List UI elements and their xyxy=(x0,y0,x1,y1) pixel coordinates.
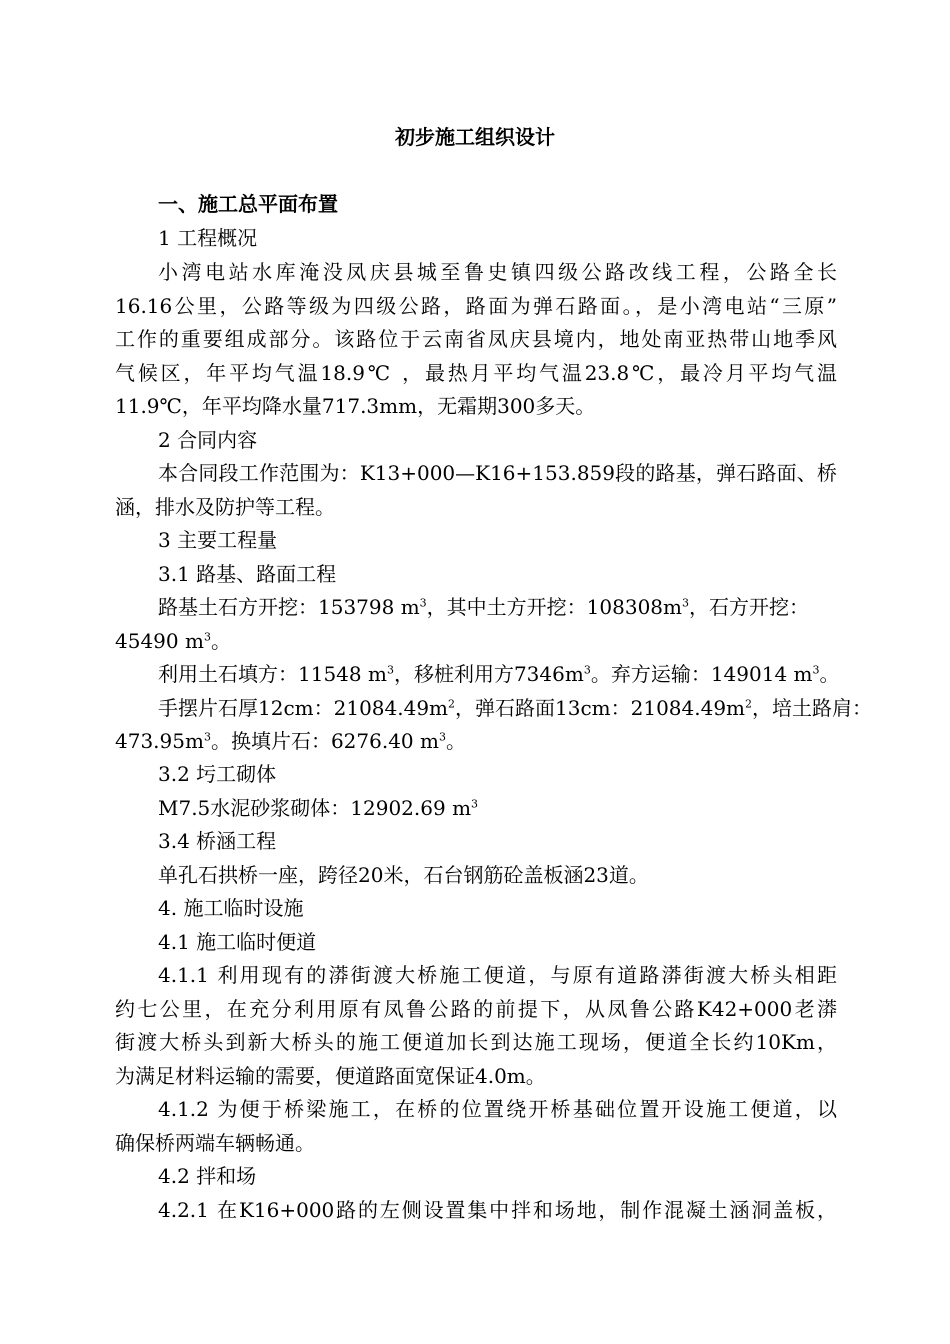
superscript: 2 xyxy=(745,697,753,711)
subsection-4-2: 4.2 拌和场 xyxy=(158,1164,257,1188)
text-span: 手摆片石厚12cm：21084.49m xyxy=(158,696,449,720)
paragraph-line: 4.2.1 在K16+000路的左侧设置集中拌和场地，制作混凝土涵洞盖板， xyxy=(158,1198,837,1222)
paragraph-line: 本合同段工作范围为：K13+000—K16+153.859段的路基，弹石路面、桥 xyxy=(158,461,837,485)
superscript: 3 xyxy=(203,730,211,744)
superscript: 3 xyxy=(386,663,394,677)
subsection-3-1: 3.1 路基、路面工程 xyxy=(158,562,337,586)
paragraph-line: 为满足材料运输的需要，便道路面宽保证4.0m。 xyxy=(115,1064,546,1088)
paragraph-line: 11.9℃，年平均降水量717.3mm，无霜期300多天。 xyxy=(115,394,596,418)
paragraph-line: 气候区，年平均气温18.9℃ ，最热月平均气温23.8℃，最冷月平均气温 xyxy=(115,361,837,385)
subsection-1: 1 工程概况 xyxy=(158,226,258,250)
subsection-2: 2 合同内容 xyxy=(158,428,258,452)
section-heading-1: 一、施工总平面布置 xyxy=(158,192,338,216)
quantity-line xyxy=(115,724,837,758)
subsection-3-4: 3.4 桥涵工程 xyxy=(158,829,277,853)
text-span: ，培土路肩： xyxy=(752,696,873,720)
quantity-line xyxy=(158,691,873,725)
paragraph-line: 工作的重要组成部分。该路位于云南省凤庆县境内，地处南亚热带山地季风 xyxy=(115,327,837,351)
paragraph-line: 小湾电站水库淹没凤庆县城至鲁史镇四级公路改线工程，公路全长 xyxy=(158,260,837,284)
text-span: 利用土石填方：11548 m xyxy=(158,662,387,686)
subsection-3-2: 3.2 圬工砌体 xyxy=(158,762,277,786)
quantity-line xyxy=(158,590,837,624)
paragraph-line: 16.16公里，公路等级为四级公路，路面为弹石路面。，是小湾电站“三原” xyxy=(115,294,837,318)
quantity-line xyxy=(158,657,840,691)
subsection-3: 3 主要工程量 xyxy=(158,528,278,552)
text-span: 473.95m xyxy=(115,729,204,753)
superscript: 2 xyxy=(448,697,456,711)
paragraph-line: 4.1.2 为便于桥梁施工，在桥的位置绕开桥基础位置开设施工便道，以 xyxy=(158,1097,837,1121)
paragraph-line: 涵，排水及防护等工程。 xyxy=(115,495,335,519)
superscript: 3 xyxy=(583,663,591,677)
text-span: ，石方开挖： xyxy=(688,595,809,619)
superscript: 3 xyxy=(471,797,479,811)
paragraph-line: 4.1.1 利用现有的漭街渡大桥施工便道，与原有道路漭街渡大桥头相距 xyxy=(158,963,837,987)
text-span: 。 xyxy=(445,729,466,753)
text-span: 。 xyxy=(210,629,231,653)
text-span: ，其中土方开挖：108308m xyxy=(426,595,682,619)
paragraph-line: 街渡大桥头到新大桥头的施工便道加长到达施工现场，便道全长约10Km， xyxy=(115,1030,837,1054)
text-span: 45490 m xyxy=(115,629,204,653)
paragraph-line: 约七公里，在充分利用原有凤鲁公路的前提下，从凤鲁公路K42+000老漭 xyxy=(115,997,837,1021)
superscript: 3 xyxy=(681,596,689,610)
text-span: 。弃方运输：149014 m xyxy=(590,662,813,686)
text-span: ，弹石路面13cm：21084.49m xyxy=(455,696,746,720)
superscript: 3 xyxy=(419,596,427,610)
text-span: ，移桩利用方7346m xyxy=(393,662,584,686)
document-title: 初步施工组织设计 xyxy=(395,125,555,149)
superscript: 3 xyxy=(812,663,820,677)
text-span: 。 xyxy=(819,662,840,686)
quantity-line xyxy=(158,791,837,825)
text-span: 。换填片石：6276.40 m xyxy=(210,729,439,753)
quantity-line xyxy=(115,624,837,658)
text-span: M7.5水泥砂浆砌体：12902.69 m xyxy=(158,796,472,820)
superscript: 3 xyxy=(438,730,446,744)
superscript: 3 xyxy=(203,630,211,644)
subsection-4-1: 4.1 施工临时便道 xyxy=(158,930,317,954)
subsection-4: 4. 施工临时设施 xyxy=(158,896,304,920)
paragraph-line: 确保桥两端车辆畅通。 xyxy=(115,1131,315,1155)
text-span: 路基土石方开挖：153798 m xyxy=(158,595,420,619)
paragraph-line: 单孔石拱桥一座，跨径20米，石台钢筋砼盖板涵23道。 xyxy=(158,863,649,887)
